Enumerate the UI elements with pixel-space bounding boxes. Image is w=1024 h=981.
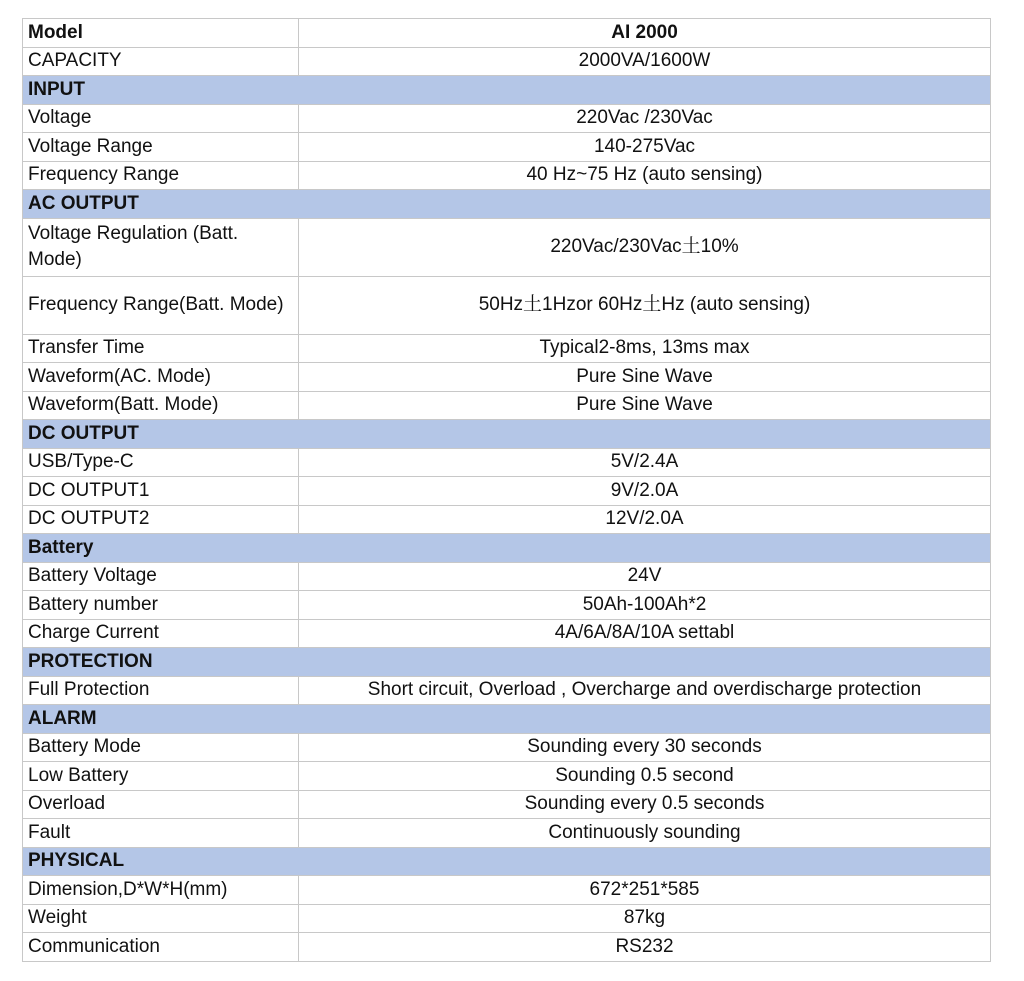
spec-row	[23, 276, 991, 334]
spec-value: 672*251*585	[299, 876, 991, 905]
spec-row	[23, 591, 991, 620]
spec-value: 24V	[299, 562, 991, 591]
spec-value: 12V/2.0A	[299, 505, 991, 534]
model-label: Model	[23, 19, 299, 48]
spec-value: 220Vac/230Vac土10%	[299, 218, 991, 276]
spec-value: Sounding every 30 seconds	[299, 733, 991, 762]
spec-table-body	[23, 19, 991, 962]
spec-row	[23, 904, 991, 933]
spec-label: DC OUTPUT1	[23, 477, 299, 506]
spec-label: Frequency Range	[23, 161, 299, 190]
spec-value: 87kg	[299, 904, 991, 933]
model-header-row	[23, 19, 991, 48]
spec-row	[23, 218, 991, 276]
spec-label: Voltage Range	[23, 133, 299, 162]
spec-label: DC OUTPUT2	[23, 505, 299, 534]
spec-label: Battery Voltage	[23, 562, 299, 591]
spec-row	[23, 47, 991, 76]
section-title: DC OUTPUT	[23, 420, 991, 449]
section-header-row	[23, 705, 991, 734]
spec-label: Voltage Regulation (Batt. Mode)	[23, 218, 299, 276]
spec-label: Full Protection	[23, 676, 299, 705]
spec-value: 50Hz土1Hzor 60Hz土Hz (auto sensing)	[299, 276, 991, 334]
spec-value: Typical2-8ms, 13ms max	[299, 334, 991, 363]
spec-value: Pure Sine Wave	[299, 391, 991, 420]
spec-value: RS232	[299, 933, 991, 962]
spec-value: Sounding every 0.5 seconds	[299, 790, 991, 819]
spec-row	[23, 391, 991, 420]
spec-label: Frequency Range(Batt. Mode)	[23, 276, 299, 334]
spec-row	[23, 334, 991, 363]
spec-label: Low Battery	[23, 762, 299, 791]
section-title: ALARM	[23, 705, 991, 734]
section-title: INPUT	[23, 76, 991, 105]
spec-row	[23, 161, 991, 190]
spec-value: Pure Sine Wave	[299, 363, 991, 392]
section-header-row	[23, 190, 991, 219]
spec-value: 5V/2.4A	[299, 448, 991, 477]
spec-row	[23, 933, 991, 962]
spec-table	[22, 18, 991, 962]
section-header-row	[23, 648, 991, 677]
spec-row	[23, 363, 991, 392]
spec-label: Charge Current	[23, 619, 299, 648]
spec-label: USB/Type-C	[23, 448, 299, 477]
spec-label: Voltage	[23, 104, 299, 133]
model-value: AI 2000	[299, 19, 991, 48]
spec-label: Overload	[23, 790, 299, 819]
spec-row	[23, 448, 991, 477]
spec-row	[23, 676, 991, 705]
section-header-row	[23, 76, 991, 105]
section-title: PROTECTION	[23, 648, 991, 677]
section-title: AC OUTPUT	[23, 190, 991, 219]
section-header-row	[23, 420, 991, 449]
spec-value: 40 Hz~75 Hz (auto sensing)	[299, 161, 991, 190]
spec-label: Battery Mode	[23, 733, 299, 762]
spec-value: 220Vac /230Vac	[299, 104, 991, 133]
spec-label: Waveform(AC. Mode)	[23, 363, 299, 392]
spec-label: Dimension,D*W*H(mm)	[23, 876, 299, 905]
spec-label: Communication	[23, 933, 299, 962]
spec-value: 50Ah-100Ah*2	[299, 591, 991, 620]
spec-row	[23, 790, 991, 819]
spec-value: 4A/6A/8A/10A settabl	[299, 619, 991, 648]
spec-label: CAPACITY	[23, 47, 299, 76]
spec-label: Battery number	[23, 591, 299, 620]
section-header-row	[23, 534, 991, 563]
spec-value: Continuously sounding	[299, 819, 991, 848]
spec-label: Weight	[23, 904, 299, 933]
spec-row	[23, 104, 991, 133]
section-title: PHYSICAL	[23, 847, 991, 876]
spec-value: 2000VA/1600W	[299, 47, 991, 76]
spec-value: 140-275Vac	[299, 133, 991, 162]
spec-row	[23, 876, 991, 905]
section-header-row	[23, 847, 991, 876]
spec-label: Transfer Time	[23, 334, 299, 363]
spec-row	[23, 819, 991, 848]
spec-row	[23, 619, 991, 648]
spec-row	[23, 477, 991, 506]
spec-row	[23, 562, 991, 591]
spec-row	[23, 762, 991, 791]
spec-row	[23, 505, 991, 534]
spec-value: Sounding 0.5 second	[299, 762, 991, 791]
spec-value: 9V/2.0A	[299, 477, 991, 506]
spec-row	[23, 133, 991, 162]
spec-value: Short circuit, Overload , Overcharge and overdischarge protection	[299, 676, 991, 705]
section-title: Battery	[23, 534, 991, 563]
spec-row	[23, 733, 991, 762]
spec-label: Fault	[23, 819, 299, 848]
spec-label: Waveform(Batt. Mode)	[23, 391, 299, 420]
